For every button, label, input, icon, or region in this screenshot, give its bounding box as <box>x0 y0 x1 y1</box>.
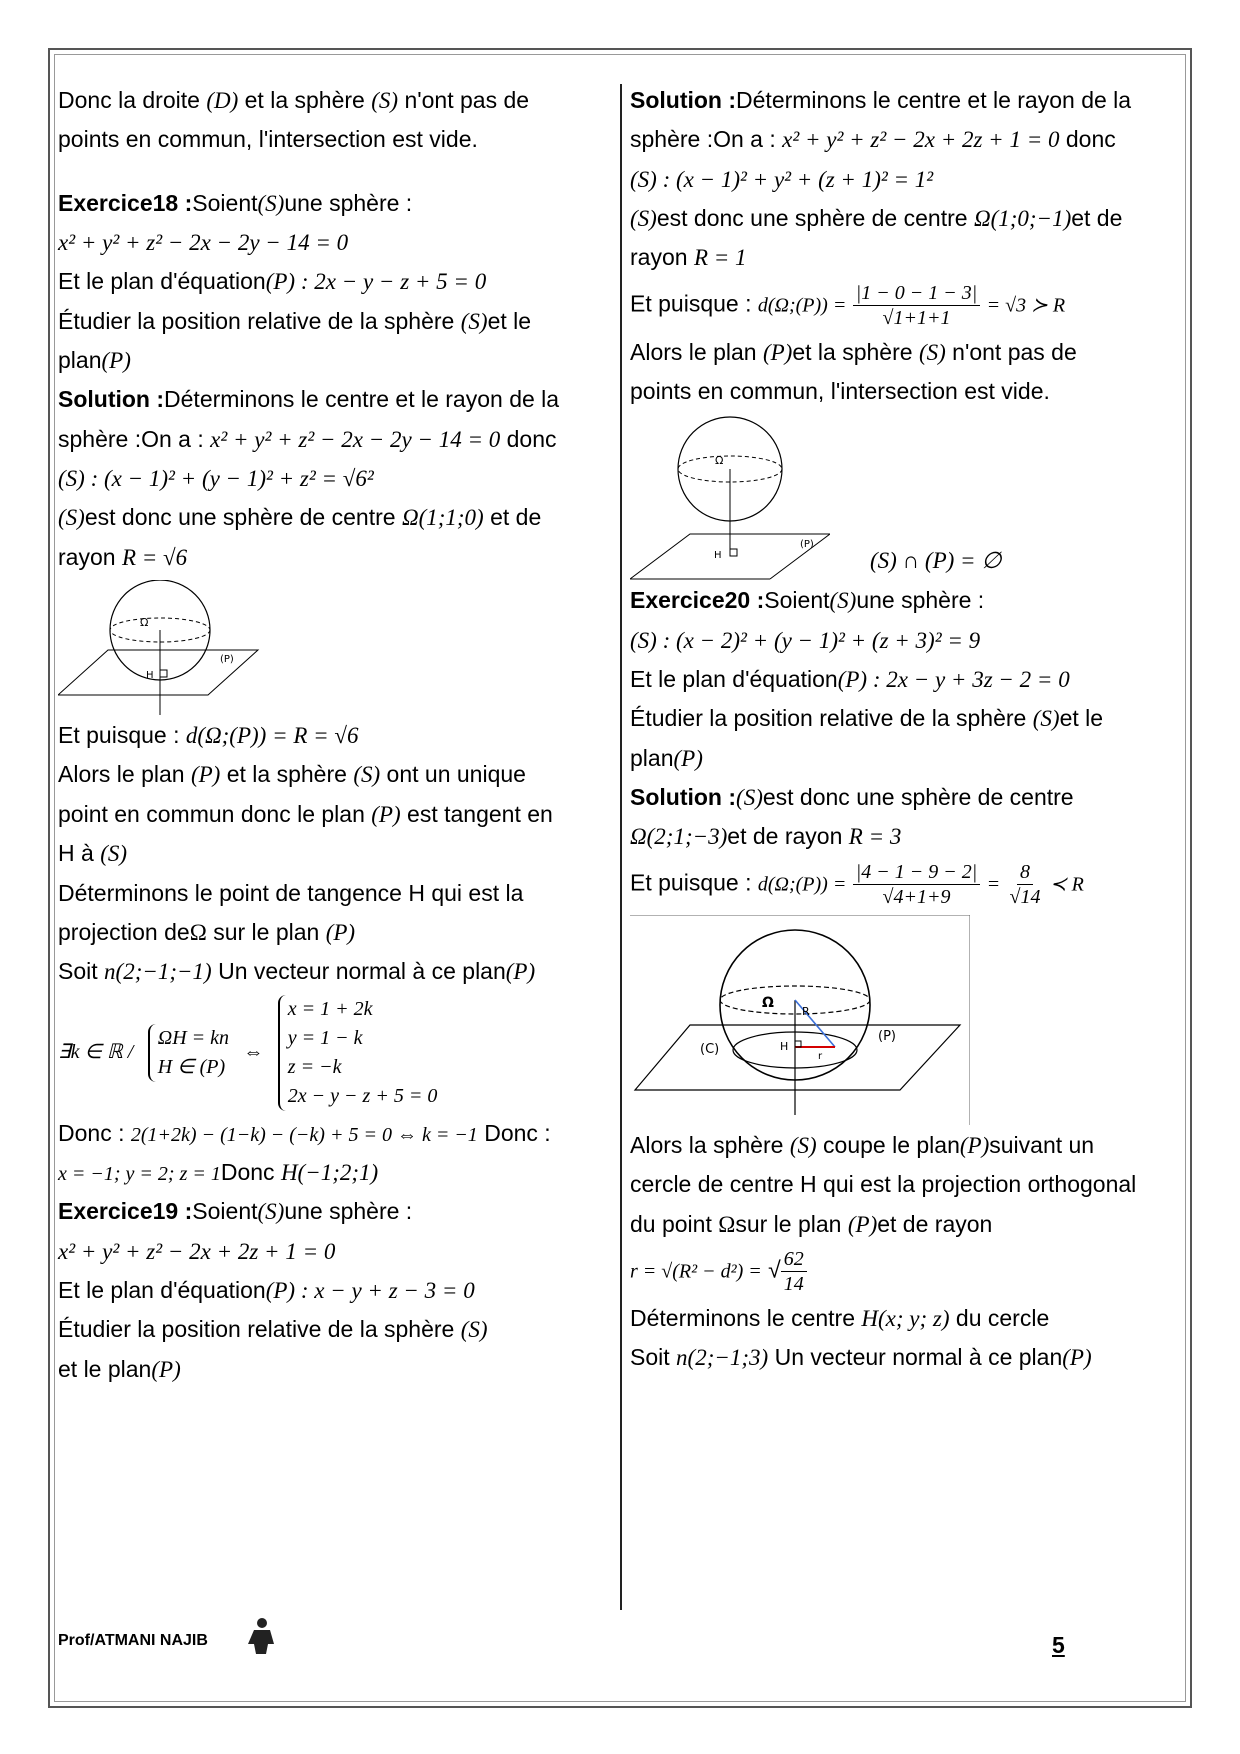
plane-label: (P) <box>878 1028 896 1044</box>
plane-label: (P) <box>800 539 814 551</box>
left-column <box>58 84 610 1392</box>
text-line: Ω(2;1;−3)et de rayon R = 3 <box>630 823 902 850</box>
text-line: point en commun donc le plan (P) est tangent en <box>58 800 553 827</box>
text-line: cercle de centre H qui est la projection orthogonal <box>630 1171 1137 1198</box>
text-line: r = √(R² − d²) = √ $\frac{62}{14}$ <box>630 1247 1190 1296</box>
text-line: Alors le plan (P) et la sphère (S) ont un unique <box>58 761 526 788</box>
text-line: sphère :On a : x² + y² + z² − 2x + 2z + 1 = 0 donc <box>630 126 1116 153</box>
text-line: Alors la sphère (S) coupe le plan(P)suivant un <box>630 1131 1095 1158</box>
text-line: Et puisque : d(Ω;(P)) = $\frac{|4 - 1 - 9 - 2|}{√4+1+9}$ = $\frac{8}{√14}$ ≺ R <box>630 860 1084 908</box>
intersection-result: (S) ∩ (P) = ∅ <box>870 548 1002 574</box>
equation: x² + y² + z² − 2x − 2y − 14 = 0 <box>58 230 349 256</box>
text-line: rayon R = 1 <box>630 244 747 271</box>
solution-text: Solution :Déterminons le centre et le rayon de la <box>630 87 1132 113</box>
column-divider <box>620 84 622 1610</box>
r-big-label: R <box>802 1004 810 1018</box>
text-line: projection deΩ sur le plan (P) <box>58 918 356 945</box>
sphere-cuts-plane-figure <box>630 915 970 1125</box>
equation: (S) : (x − 1)² + y² + (z + 1)² = 1² <box>630 166 934 192</box>
author-logo-icon <box>244 1616 278 1656</box>
text-line: Donc la droite (D) et la sphère (S) n'ont pas de <box>58 87 530 113</box>
equation: (S) : (x − 1)² + (y − 1)² + z² = √6² <box>58 466 374 492</box>
omega-label: Ω <box>140 616 149 630</box>
r-small-label: r <box>818 1050 823 1062</box>
text-line: Et puisque : d(Ω;(P)) = $\frac{|1 - 0 - 1 - 3|}{√1+1+1}$ = √3 ≻ R <box>630 281 1066 329</box>
text-line: (S)est donc une sphère de centre Ω(1;0;−1)et de <box>630 205 1123 232</box>
text-line: Et le plan d'équation(P) : 2x − y − z + 5 = 0 <box>58 268 487 295</box>
text-line: (S)est donc une sphère de centre Ω(1;1;0) et de <box>58 504 542 531</box>
sphere-tangent-figure <box>58 580 268 715</box>
text-line: Donc : 2(1+2k) − (1−k) − (−k) + 5 = 0 ⇔ k = −1 Donc : <box>58 1119 551 1146</box>
omega-label: Ω <box>715 454 724 468</box>
text-line: x = −1; y = 2; z = 1Donc H(−1;2;1) <box>58 1158 379 1185</box>
plane-label: (P) <box>220 654 234 666</box>
text-line: Déterminons le point de tangence H qui est la <box>58 879 524 906</box>
sphere-no-intersection-figure <box>630 414 1190 584</box>
text-line: Soit n(2;−1;−1) Un vecteur normal à ce plan(P) <box>58 958 536 985</box>
exercise-19-heading: Exercice19 :Soient(S)une sphère : <box>58 1198 413 1225</box>
h-label: H <box>780 1039 789 1053</box>
text-line: et le plan(P) <box>58 1355 181 1382</box>
text-line: plan(P) <box>58 347 131 374</box>
text-line: sphère :On a : x² + y² + z² − 2x − 2y − 14 = 0 donc <box>58 425 557 452</box>
text-line: Et le plan d'équation(P) : x − y + z − 3 = 0 <box>58 1276 475 1303</box>
circle-label: (C) <box>700 1041 720 1057</box>
omega-label: Ω <box>762 994 774 1011</box>
text-line: Et puisque : d(Ω;(P)) = R = √6 <box>58 722 359 749</box>
h-label: H <box>146 670 154 682</box>
equation-system: ∃k ∈ ℝ / ΩH = kn H ∈ (P) ⇔ x = 1 + 2k y = 1 − k z = −k 2x − y − z + 5 = 0 <box>58 995 610 1111</box>
text-line: Alors le plan (P)et la sphère (S) n'ont pas de <box>630 338 1077 365</box>
author-footer: Prof/ATMANI NAJIB <box>58 1632 208 1649</box>
solution-text: Solution :Déterminons le centre et le rayon de la <box>58 386 560 413</box>
h-label: H <box>714 550 722 562</box>
equation: x² + y² + z² − 2x + 2z + 1 = 0 <box>58 1238 336 1264</box>
right-column <box>630 84 1190 1381</box>
text-line: Étudier la position relative de la sphère (S) <box>58 1316 488 1343</box>
equation: (S) : (x − 2)² + (y − 1)² + (z + 3)² = 9 <box>630 627 981 653</box>
solution-text: Solution :(S)est donc une sphère de centre <box>630 784 1074 811</box>
text-line: rayon R = √6 <box>58 543 188 570</box>
text-line: points en commun, l'intersection est vide. <box>630 378 1050 405</box>
text-line: plan(P) <box>630 744 703 771</box>
text-line: Étudier la position relative de la sphère (S)et le <box>58 307 532 334</box>
page-number: 5 <box>1052 1632 1065 1658</box>
text-line: Soit n(2;−1;3) Un vecteur normal à ce plan(P) <box>630 1344 1092 1371</box>
text-line: points en commun, l'intersection est vide. <box>58 126 478 153</box>
exercise-20-heading: Exercice20 :Soient(S)une sphère : <box>630 587 985 614</box>
text-line: Déterminons le centre H(x; y; z) du cercle <box>630 1304 1050 1331</box>
text-line: du point Ωsur le plan (P)et de rayon <box>630 1210 993 1237</box>
text-line: H à (S) <box>58 840 128 867</box>
text-line: Étudier la position relative de la sphère (S)et le <box>630 705 1104 732</box>
exercise-18-heading: Exercice18 :Soient(S)une sphère : <box>58 189 413 216</box>
text-line: Et le plan d'équation(P) : 2x − y + 3z − 2 = 0 <box>630 666 1070 693</box>
